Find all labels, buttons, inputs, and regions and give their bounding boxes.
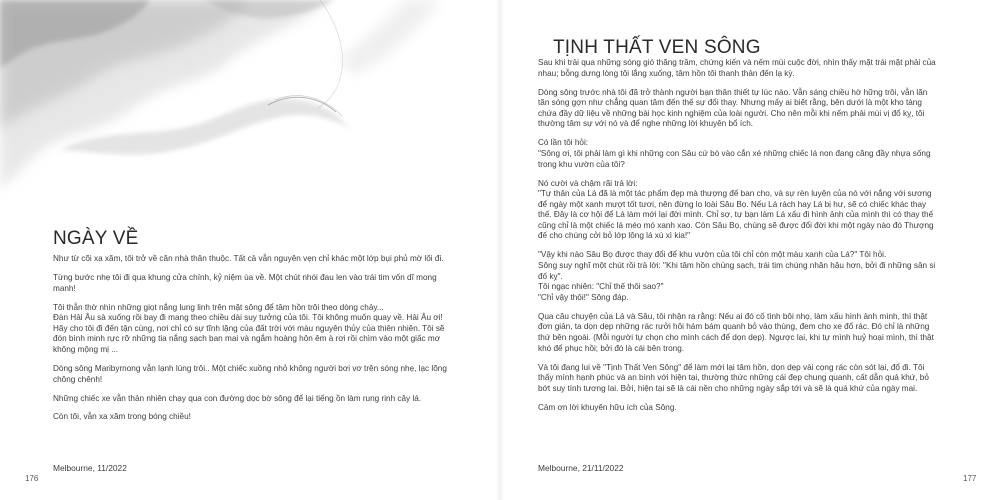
text-line: Những chiếc xe vẫn thản nhiên chạy qua con đường dọc bờ sông để lại tiếng ồn làm rung rinh cây lá. bbox=[53, 393, 422, 403]
paragraph bbox=[53, 394, 449, 405]
paragraph bbox=[538, 250, 938, 303]
watercolor-illustration bbox=[0, 0, 500, 200]
text-line: Tôi ngạc nhiên: "Chỉ thế thôi sao?" bbox=[538, 282, 664, 292]
right-page bbox=[500, 0, 1000, 500]
text-line: "Sông ơi, tôi phải làm gì khi những con Sâu cứ bò vào cắn xé những chiếc lá non đang căng đầy nhựa sống trong khu vườn của tôi? bbox=[538, 148, 931, 169]
text-line: Còn tôi, vẫn xa xăm trong bóng chiều! bbox=[53, 412, 191, 422]
text-line: Có lần tôi hỏi: bbox=[538, 138, 589, 148]
signature: Melbourne, 21/11/2022 bbox=[538, 463, 624, 473]
text-line: Qua câu chuyện của Lá và Sâu, tôi nhận ra rằng: Nếu ai đó cố tình bôi nhọ, làm xấu hình ảnh mình, thì thật đơn giản, ta dọn dẹp những rác rưởi hôi hám bám quanh bỏ vào thùng, đem cho xe đổ rác. Đó chỉ là những thứ bên ngoài. (Mỗi người tự chọn cho mình cách để dọn dẹp). Ngược lại, khi tự mình huỷ hoại mình, thì thật khó để phục hồi; bởi đó là cái bên trong. bbox=[538, 311, 934, 353]
paragraph bbox=[53, 273, 449, 294]
text-line: Từng bước nhẹ tôi đi qua khung cửa chính, kỷ niệm ùa về. Một chút nhói đau len vào trái tim vốn dĩ mong manh! bbox=[53, 272, 437, 293]
page-number: 177 bbox=[963, 474, 977, 483]
paragraph bbox=[53, 303, 449, 356]
signature: Melbourne, 11/2022 bbox=[53, 463, 127, 473]
text-line: Dòng sông Maribyrnong vẫn lạnh lùng trôi.. Một chiếc xuồng nhỏ không người bơi vơ trên sóng nhẹ, lạc lõng chông chênh! bbox=[53, 363, 447, 384]
paragraph bbox=[538, 363, 938, 395]
paragraph bbox=[538, 138, 938, 170]
paragraph bbox=[538, 58, 938, 79]
story-body bbox=[53, 254, 449, 431]
paragraph bbox=[53, 364, 449, 385]
text-line: Đàn Hải Âu sà xuống rồi bay đi mang theo chiều dài suy tưởng của tôi. Tôi không muốn quay về. Hải Âu ơi! Hãy cho tôi đi đến tận cùng, nơi chỉ có sự tĩnh lặng của đất trời với màu nguyên thủy của thiên nhiên. Tôi sẽ đón bình minh rực rỡ những tia nắng sạch ban mai và ngắm hoàng hôn êm à rơi rồi chìm vào một giấc mơ không mộng mị ... bbox=[53, 313, 445, 354]
text-line: Sau khi trải qua những sóng gió thăng trầm, chứng kiến và nếm mùi cuộc đời, nhìn thấy mặt trái mặt phải của nhau; bỗng dưng lòng tôi lắng xuống, tâm hồn tôi thanh thản đến lạ kỳ. bbox=[538, 58, 936, 78]
paragraph bbox=[538, 179, 938, 243]
text-line: Như từ cõi xa xăm, tôi trở về căn nhà thân thuộc. Tất cả vẫn nguyên vẹn chỉ khác một lớp bụi phủ mờ lối đi. bbox=[53, 254, 444, 263]
paragraph bbox=[538, 403, 938, 414]
text-line: Cảm ơn lời khuyên hữu ích của Sông. bbox=[538, 402, 677, 412]
text-line: Tôi thẫn thờ nhìn những giọt nắng lung linh trên mặt sông để tâm hồn trôi theo dòng chảy... bbox=[53, 302, 384, 312]
story-body bbox=[538, 58, 938, 422]
text-line: Và tôi đang lui về "Tịnh Thất Ven Sông" để làm mới lại tâm hồn, dọn dẹp vài cọng rác còn sót lại, đổ đi. Tôi thấy mình hạnh phúc và an bình với hiện tại, thường thức những cái đẹp chung quanh, cất dẫn quá khứ, bỏ bớt suy tính tương lai. Bởi, hiện tại sẽ là cái nền cho những ngày sắp tới và sẽ là quá khứ của ngày mai. bbox=[538, 362, 929, 393]
paragraph bbox=[53, 412, 449, 423]
paragraph bbox=[53, 254, 449, 265]
text-line: Dòng sông trước nhà tôi đã trở thành người bạn thân thiết tự lúc nào. Vẫn sáng chiều hờ hững trôi, vẫn lăn tăn sóng gợn như chẳng quan tâm đến thế sự đổi thay. Nhưng mấy ai biết rằng, bên dưới là một kho tàng chứa đầy dữ liệu về những bài học kinh nghiệm của loài người. Cho nên mỗi khi nếm phải mùi vị đổ kỵ, tôi thường tâm sự với nó và để nghe những lời khuyên bổ ích. bbox=[538, 87, 928, 129]
text-line: Sông suy nghĩ một chút rồi trả lời: "Khi tâm hồn chúng sạch, trái tim chúng nhân hậu hơn, bởi đi những sân si đố kỵ". bbox=[538, 261, 936, 281]
text-line: "Tự thân của Lá đã là một tác phẩm đẹp mà thượng đế ban cho, và sự rèn luyện của nó với nắng với sương để ngày một xanh mượt tốt tươi, nên đừng lo loài Sâu Bọ. Nếu Lá rách hay Lá bị hư, sẽ có chiếc khác thay thế. Đây là cơ hội để Lá làm mới lại đời mình. Chỉ sợ, tự bạn làm Lá xấu đi hình ảnh của mình thì có thay thế cũng chỉ là một chiếc lá méo mó xanh xao. Còn Sâu Bọ, chúng sẽ được đổi đời khi một ngày nào đó Thượng đế cho chúng cởi bỏ lớp lông lá xù xì kia!" bbox=[538, 189, 934, 241]
text-line: "Chỉ vậy thôi!" Sông đáp. bbox=[538, 292, 629, 302]
paragraph bbox=[538, 88, 938, 130]
story-title: NGÀY VỀ bbox=[53, 228, 139, 249]
page-number: 176 bbox=[25, 474, 39, 483]
story-title: TỊNH THẤT VEN SÔNG bbox=[553, 37, 761, 58]
text-line: Nó cười và chậm rãi trả lời: bbox=[538, 178, 638, 188]
paragraph bbox=[538, 312, 938, 354]
text-line: "Vậy khi nào Sâu Bọ được thay đổi để khu vườn của tôi chỉ còn một màu xanh của Lá?" Tôi hỏi. bbox=[538, 250, 887, 260]
